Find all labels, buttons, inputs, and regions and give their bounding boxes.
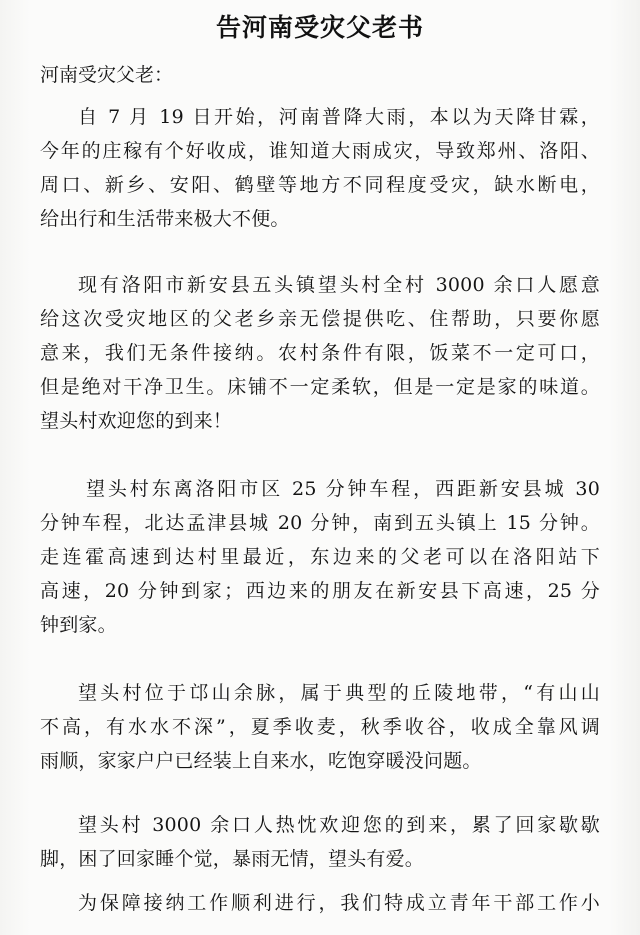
paragraph-line: 现有洛阳市新安县五头镇望头村全村 3000 余口人愿意: [78, 274, 600, 296]
paragraph-line: 望头村欢迎您的到来！: [40, 410, 233, 432]
paragraph-line: 分钟车程，北达孟津县城 20 分钟，南到五头镇上 15 分钟。: [40, 512, 600, 534]
paragraph-6: [40, 886, 600, 920]
paragraph-line: 脚，困了回家睡个觉，暴雨无情，望头有爱。: [40, 848, 425, 870]
paragraph-line: 高速，20 分钟到家；西边来的朋友在新安县下高速，25 分: [40, 580, 600, 602]
paragraph-line: 今年的庄稼有个好收成，谁知道大雨成灾，导致郑州、洛阳、: [40, 140, 600, 162]
paragraph-line: 给这次受灾地区的父老乡亲无偿提供吃、住帮助，只要你愿: [40, 308, 600, 330]
paragraph-line: 意来，我们无条件接纳。农村条件有限，饭菜不一定可口，: [40, 342, 600, 364]
paragraph-line: 自 7 月 19 日开始，河南普降大雨，本以为天降甘霖，: [78, 106, 600, 128]
paragraph-line: 望头村东离洛阳市区 25 分钟车程，西距新安县城 30: [86, 478, 600, 500]
paragraph-2: [40, 268, 600, 438]
paragraph-4: [40, 676, 600, 778]
paragraph-1: [40, 100, 600, 236]
document-title: 告河南受灾父老书: [215, 13, 424, 42]
paragraph-3: [40, 472, 600, 642]
paragraph-line: 给出行和生活带来极大不便。: [40, 208, 290, 230]
salutation: 河南受灾父老：: [40, 64, 174, 86]
paragraph-line: 走连霍高速到达村里最近，东边来的父老可以在洛阳站下: [40, 546, 600, 568]
paragraph-line: 钟到家。: [40, 614, 117, 636]
paragraph-5: [40, 808, 600, 876]
paragraph-line: 望头村 3000 余口人热忱欢迎您的到来，累了回家歇歇: [78, 814, 600, 836]
paragraph-line: 雨顺，家家户户已经装上自来水，吃饱穿暖没问题。: [40, 750, 482, 772]
paragraph-line: 不高，有水水不深”，夏季收麦，秋季收谷，收成全靠风调: [40, 716, 600, 738]
paragraph-line: 但是绝对干净卫生。床铺不一定柔软，但是一定是家的味道。: [40, 376, 600, 398]
paragraph-line: 周口、新乡、安阳、鹤壁等地方不同程度受灾，缺水断电，: [40, 174, 600, 196]
paragraph-line: 望头村位于邙山余脉，属于典型的丘陵地带，“有山山: [78, 682, 600, 704]
paragraph-line: 为保障接纳工作顺利进行，我们特成立青年干部工作小: [78, 892, 600, 914]
